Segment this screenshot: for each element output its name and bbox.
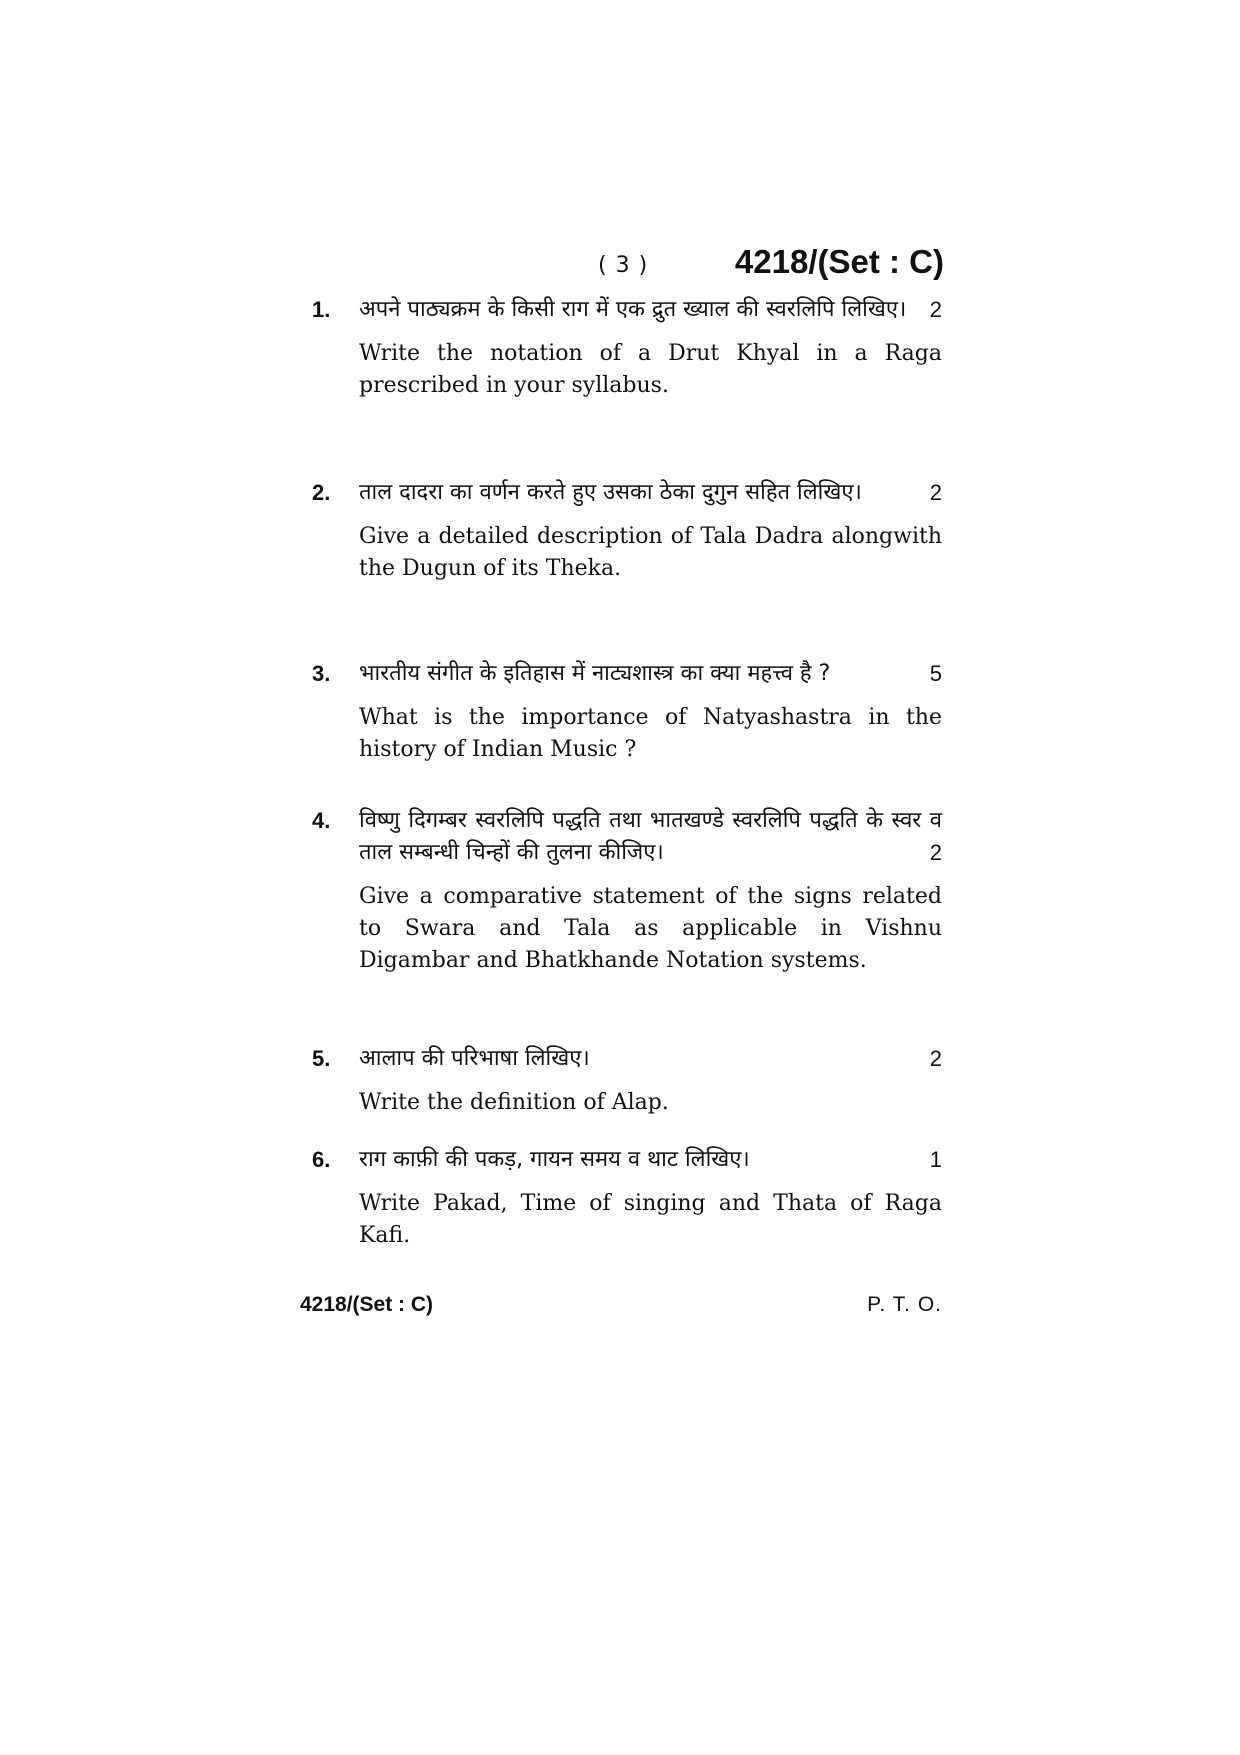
question-hindi-text bbox=[359, 477, 942, 509]
question-number: 5. bbox=[312, 1046, 331, 1071]
question-hindi-text bbox=[359, 658, 942, 690]
paper-code-header: 4218/(Set : C) bbox=[734, 243, 944, 280]
page-header bbox=[0, 243, 1240, 287]
question-hindi-content: विष्णु दिगम्बर स्वरलिपि पद्धति तथा भातखण्डे स्वरलिपि पद्धति के स्वर व ताल सम्बन्धी चिन्हों की तुलना कीजिए। bbox=[359, 808, 942, 865]
question-number: 1. bbox=[312, 297, 331, 322]
question-number: 3. bbox=[312, 661, 331, 686]
page-footer bbox=[300, 1293, 942, 1323]
question-hindi-content: आलाप की परिभाषा लिखिए। bbox=[359, 1046, 590, 1071]
question-english-text: Give a detailed description of Tala Dadra alongwith the Dugun of its Theka. bbox=[359, 524, 942, 581]
question-hindi-content: भारतीय संगीत के इतिहास में नाट्यशास्त्र का क्या महत्त्व है ? bbox=[359, 661, 831, 686]
question-marks: 2 bbox=[929, 480, 942, 505]
question-marks: 5 bbox=[929, 661, 942, 686]
question-english-text: What is the importance of Natyashastra in the history of Indian Music ? bbox=[359, 705, 942, 762]
question-english-text: Give a comparative statement of the signs related to Swara and Tala as applicable in Vishnu Digambar and Bhatkhande Notation systems. bbox=[359, 884, 942, 973]
pto-label: P. T. O. bbox=[867, 1293, 942, 1316]
question-marks: 1 bbox=[929, 1147, 942, 1172]
question-english-text: Write the notation of a Drut Khyal in a Raga prescribed in your syllabus. bbox=[359, 341, 942, 398]
question-marks: 2 bbox=[929, 1046, 942, 1071]
question-number: 2. bbox=[312, 480, 331, 505]
question-hindi-content: राग काफ़ी की पकड़, गायन समय व थाट लिखिए। bbox=[359, 1147, 750, 1172]
question-hindi-text bbox=[359, 805, 942, 869]
page-number: ( 3 ) bbox=[598, 253, 649, 278]
question-number: 4. bbox=[312, 808, 331, 833]
question-hindi-content: ताल दादरा का वर्णन करते हुए उसका ठेका दुगुन सहित लिखिए। bbox=[359, 480, 862, 505]
paper-code-footer: 4218/(Set : C) bbox=[300, 1293, 434, 1316]
question-hindi-text bbox=[359, 1144, 942, 1176]
question-marks: 2 bbox=[929, 297, 942, 322]
question-number: 6. bbox=[312, 1147, 331, 1172]
question-hindi-text bbox=[359, 1043, 942, 1075]
question-english-text: Write the definition of Alap. bbox=[359, 1090, 669, 1115]
question-marks: 2 bbox=[929, 840, 942, 865]
question-english-text: Write Pakad, Time of singing and Thata of Raga Kafi. bbox=[359, 1191, 942, 1248]
question-hindi-content: अपने पाठ्यक्रम के किसी राग में एक द्रुत ख्याल की स्वरलिपि लिखिए। bbox=[359, 297, 907, 322]
question-hindi-text bbox=[359, 294, 942, 326]
